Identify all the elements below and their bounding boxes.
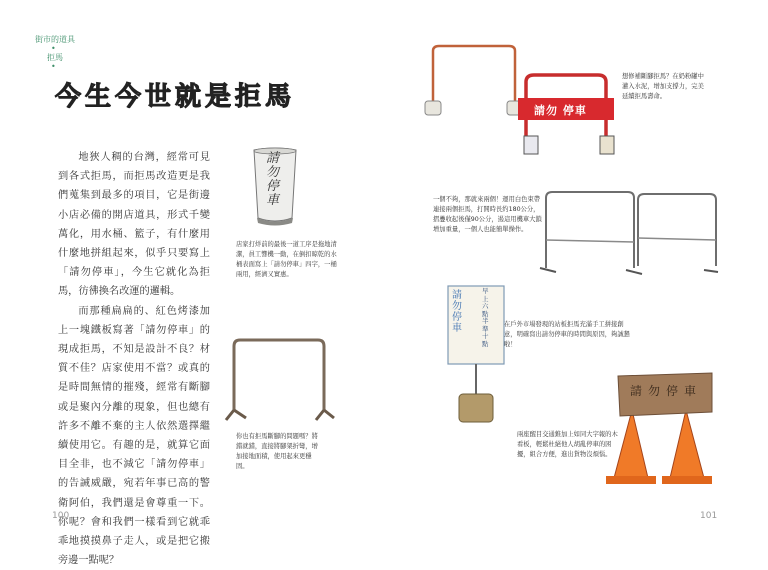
article-body — [58, 148, 210, 570]
section-label — [35, 35, 95, 71]
orange-barricade-photo — [425, 43, 521, 119]
board-sign-right-text: 早上六點半準十點 — [482, 287, 489, 348]
section-dot-1: • — [51, 44, 56, 53]
bent-barricade-photo — [224, 336, 336, 426]
caption-board: 在戶外市場發現的站板拒馬充滿手工拼接創意，明確寫出請勿停車的時間與原因，夠誠懇啦！ — [504, 321, 630, 348]
section-line-2: 拒馬 — [47, 53, 63, 62]
page-number-left: 100 — [52, 511, 70, 521]
caption-red: 想修補斷腳拒馬？在奶粉罐中灌入水泥，增加支撐力，完美延續拒馬壽命。 — [622, 73, 704, 100]
body-paragraph-1: 地狹人稠的台灣，經常可見到各式拒馬，而拒馬改造更是我們蒐集到最多的項目，它是街邊小店必備的開店道具，形式千變萬化，用水桶、籃子，有什麼用什麼地拼組起來，似乎只要寫上「請勿停車」，今生它就化為拒馬，彷彿換名改運的邏輯。 — [58, 152, 210, 298]
page-title: 今生今世就是拒馬 — [55, 82, 296, 112]
section-dot-2: • — [51, 62, 56, 71]
page-number-right: 101 — [700, 511, 718, 521]
red-barricade-photo — [516, 72, 616, 166]
red-sign-text: 請勿 停車 — [534, 104, 587, 117]
bucket-sign-text: 請勿停車 — [266, 151, 280, 208]
section-line-1: 街市的道具 — [35, 35, 75, 44]
caption-bent: 你也有拒馬斷腳的問題嗎？將錯就錯，直接將腳架折彎，增加接地面積，使用起來更穩固。 — [236, 433, 318, 470]
double-barricade-photo — [540, 190, 718, 278]
body-paragraph-2: 而那種扁扁的、紅色烤漆加上一塊鐵板寫著「請勿停車」的現成拒馬，不知是設計不良？材質不佳？店家使用不當？或真的是時間無情的摧殘，經常有斷腳或是聚內分離的現象，但也總有許多不離不棄的主人依然選擇繼續使用它。有趣的是，就算它面目全非，也不減它「請勿停車」的告誡威嚴，宛若年事已高的警衛阿伯，我們還是會尊重一下。你呢？會和我們一樣看到它就乖乖地摸摸鼻子走人，或是把它搬旁邊一點呢？ — [58, 305, 210, 567]
caption-cones: 兩座醒目交通錐加上如同大字報的木看板，輕鬆杜絕他人胡亂停車的困擾，組合方便，進出貨物沒煩惱。 — [517, 431, 618, 458]
caption-bucket: 店家打烊前的最後一道工序是拖地清潔，員工響機一動，在倒扣晾乾的水桶表面寫上「請勿停車」四字，一桶兩用，經濟又實惠。 — [236, 241, 337, 278]
board-sign-left-text: 請勿停車 — [452, 290, 462, 334]
wood-sign-text: 請勿停車 — [630, 384, 703, 398]
caption-double: 一個不夠，那就來兩個！運用白色束帶連接兩個拒馬，打開時長約180公分，摺疊收起後僅90公分，遏這用機車大鎖增加重量，一個人也能簡單操作。 — [433, 196, 542, 233]
